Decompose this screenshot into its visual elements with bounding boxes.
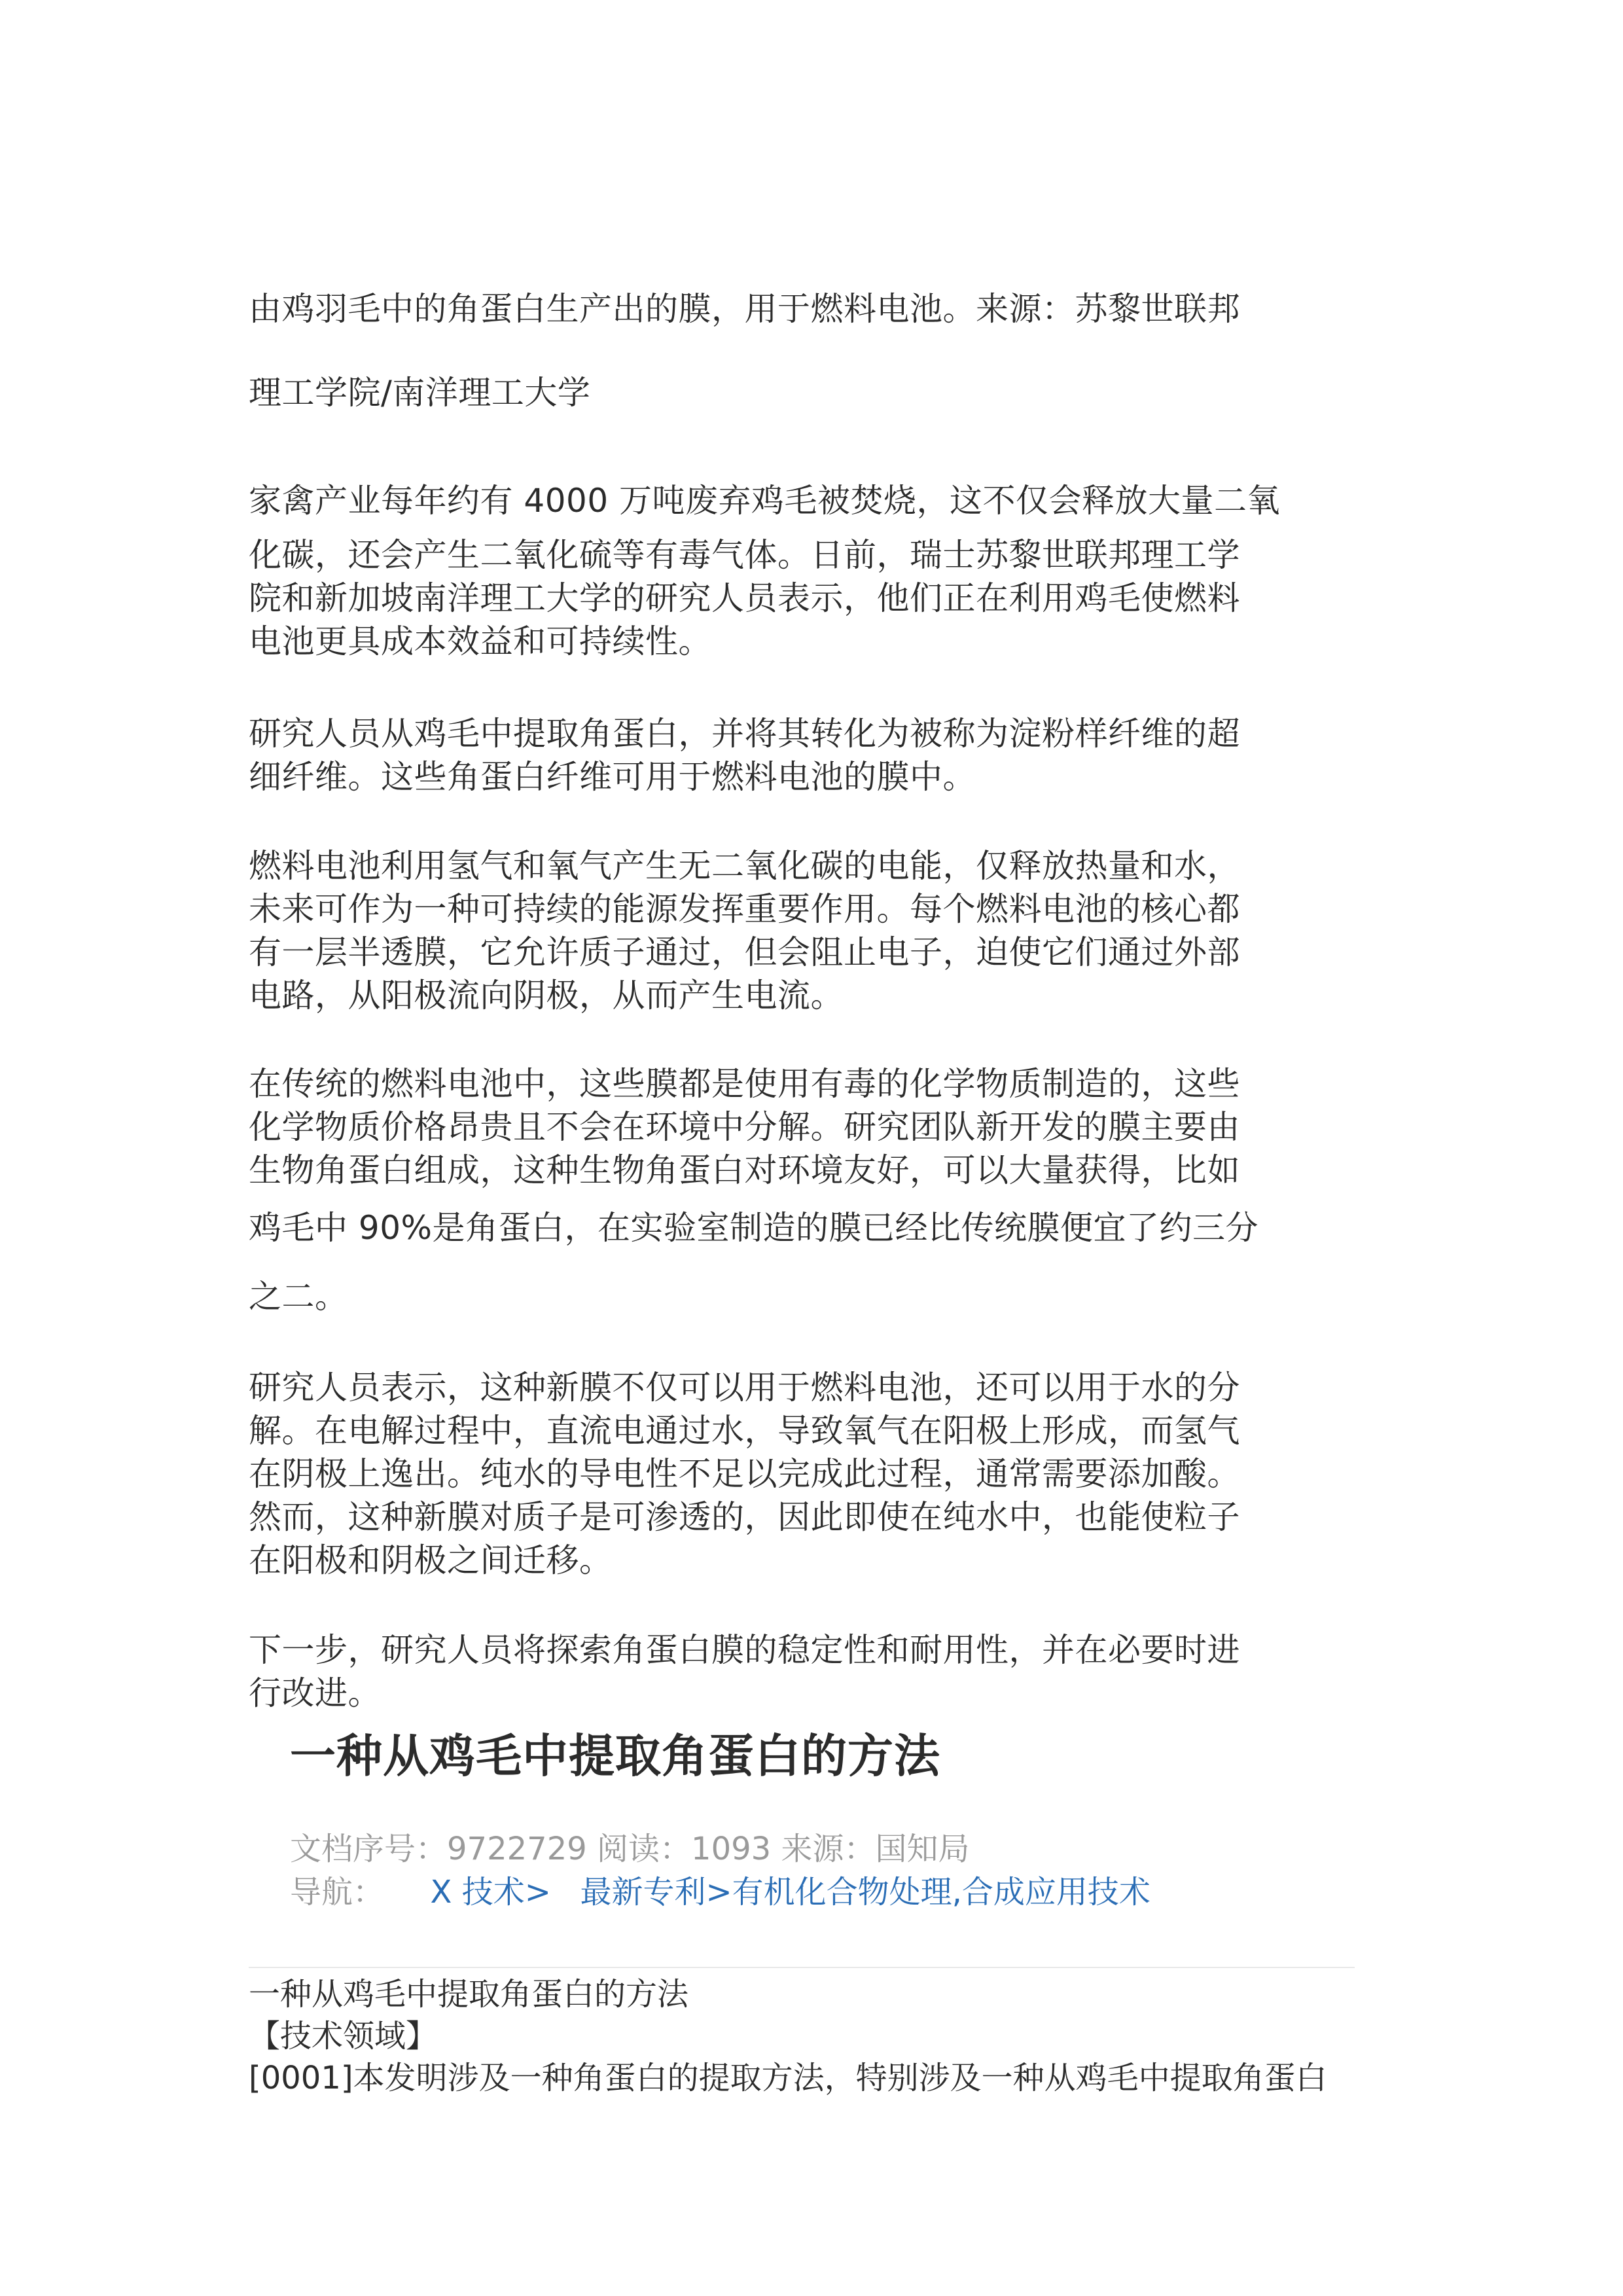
paragraph	[249, 712, 1387, 798]
text-line: 鸡毛中 90%是角蛋白，在实验室制造的膜已经比传统膜便宜了约三分	[249, 1209, 1259, 1247]
text-line: 在阳极和阴极之间迁移。	[249, 1541, 613, 1579]
article-title: 一种从鸡毛中提取角蛋白的方法	[290, 1729, 940, 1783]
text-line: 电池更具成本效益和可持续性。	[249, 622, 711, 660]
section-heading: 【技术领域】	[249, 2018, 438, 2054]
text-line: 之二。	[249, 1278, 348, 1316]
text-line: 行改进。	[249, 1674, 381, 1712]
paragraph	[249, 1062, 1387, 1329]
caption-line: 理工学院/南洋理工大学	[249, 374, 591, 412]
meta-info: 文档序号：9722729 阅读：1093 来源：国知局	[290, 1831, 970, 1867]
divider	[249, 1967, 1355, 1968]
nav-label: 导航：	[290, 1874, 385, 1910]
paragraph	[249, 844, 1387, 1017]
text-line: 未来可作为一种可持续的能源发挥重要作用。每个燃料电池的核心都	[249, 890, 1240, 928]
text-line: 然而，这种新膜对质子是可渗透的，因此即使在纯水中，也能使粒子	[249, 1498, 1240, 1536]
text-line: 电路，从阳极流向阴极，从而产生电流。	[249, 977, 844, 1014]
text-line: 燃料电池利用氢气和氧气产生无二氧化碳的电能，仅释放热量和水，	[249, 847, 1240, 885]
paragraph	[249, 1366, 1387, 1582]
text-line: 解。在电解过程中，直流电通过水，导致氧气在阳极上形成，而氢气	[249, 1412, 1240, 1450]
text-line: 化碳，还会产生二氧化硫等有毒气体。日前，瑞士苏黎世联邦理工学	[249, 536, 1240, 574]
breadcrumb	[290, 1871, 1402, 1914]
paragraph	[249, 468, 1387, 663]
nav-link-x-tech[interactable]: X 技术>	[430, 1874, 551, 1910]
paragraph	[249, 1628, 1387, 1715]
text-line: 化学物质价格昂贵且不会在环境中分解。研究团队新开发的膜主要由	[249, 1108, 1240, 1146]
doc-paragraph: [0001]本发明涉及一种角蛋白的提取方法，特别涉及一种从鸡毛中提取角蛋白	[249, 2060, 1327, 2096]
text-line: 在传统的燃料电池中，这些膜都是使用有毒的化学物质制造的，这些	[249, 1065, 1240, 1103]
article-meta	[290, 1827, 1402, 1914]
text-line: 研究人员从鸡毛中提取角蛋白，并将其转化为被称为淀粉样纤维的超	[249, 715, 1240, 753]
image-caption	[249, 267, 1387, 435]
text-line: 有一层半透膜，它允许质子通过，但会阻止电子，迫使它们通过外部	[249, 933, 1240, 971]
text-line: 院和新加坡南洋理工大学的研究人员表示，他们正在利用鸡毛使燃料	[249, 579, 1240, 617]
text-line: 家禽产业每年约有 4000 万吨废弃鸡毛被焚烧，这不仅会释放大量二氧	[249, 482, 1281, 520]
text-line: 细纤维。这些角蛋白纤维可用于燃料电池的膜中。	[249, 758, 976, 796]
text-line: 在阴极上逸出。纯水的导电性不足以完成此过程，通常需要添加酸。	[249, 1455, 1240, 1493]
text-line: 生物角蛋白组成，这种生物角蛋白对环境友好，可以大量获得，比如	[249, 1151, 1240, 1189]
nav-link-category[interactable]: 最新专利>有机化合物处理,合成应用技术	[580, 1874, 1150, 1910]
text-line: 下一步，研究人员将探索角蛋白膜的稳定性和耐用性，并在必要时进	[249, 1631, 1240, 1669]
text-line: 研究人员表示，这种新膜不仅可以用于燃料电池，还可以用于水的分	[249, 1369, 1240, 1407]
doc-body	[249, 1973, 1387, 2099]
doc-title-line: 一种从鸡毛中提取角蛋白的方法	[249, 1976, 689, 2013]
caption-line: 由鸡羽毛中的角蛋白生产出的膜，用于燃料电池。来源：苏黎世联邦	[249, 290, 1240, 328]
